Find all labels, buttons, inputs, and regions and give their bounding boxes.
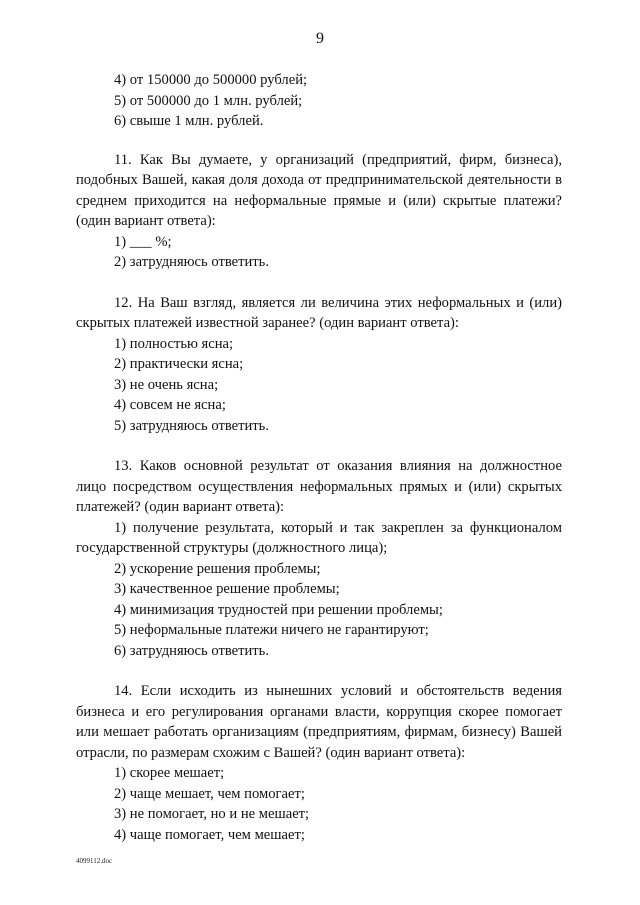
list-item: 3) качественное решение проблемы; (114, 581, 340, 597)
question-12: 12. На Ваш взгляд, является ли величина этих неформальных и (или) скрытых платежей известной заранее? (один вариант ответа): (76, 294, 562, 331)
list-item: 4) от 150000 до 500000 рублей; (114, 72, 308, 88)
list-item: 3) не очень ясна; (114, 376, 219, 393)
list-item: 2) практически ясна; (114, 356, 244, 372)
list-item: 3) не помогает, но и не мешает; (114, 806, 310, 822)
document-body (76, 70, 562, 845)
list-item: 2) чаще мешает, чем помогает; (114, 785, 305, 802)
list-item: 1) скорее мешает; (114, 765, 225, 781)
question-14: 14. Если исходить из нынешних условий и обстоятельств ведения бизнеса и его регулирования органами власти, коррупция скорее помогает или мешает работать организациям (предприятиям, фирмам, бизнесу) Вашей отрасли, по размерам схожим с Вашей? (один вариант ответа): (76, 683, 562, 761)
list-item: 5) неформальные платежи ничего не гарантируют; (114, 622, 429, 638)
list-item: 5) от 500000 до 1 млн. рублей; (114, 92, 303, 109)
list-item: 4) совсем не ясна; (114, 397, 226, 413)
list-item: 4) чаще помогает, чем мешает; (114, 826, 305, 843)
list-item: 6) свыше 1 млн. рублей. (114, 113, 264, 129)
list-item: 1) получение результата, который и так закреплен за функционалом государственной структуры (должностного лица); (76, 519, 562, 556)
footer-filename: 4099112.doc (76, 857, 113, 865)
question-11: 11. Как Вы думаете, у организаций (предприятий, фирм, бизнеса), подобных Вашей, какая доля дохода от предпринимательской деятельности в среднем приходится на неформальные прямые и (или) скрытые платежи? (один вариант ответа): (76, 151, 562, 229)
list-item: 6) затрудняюсь ответить. (114, 642, 269, 659)
list-item: 2) ускорение решения проблемы; (114, 560, 321, 577)
list-item: 4) минимизация трудностей при решении проблемы; (114, 601, 443, 618)
list-item: 1) полностью ясна; (114, 335, 234, 352)
list-item: 2) затрудняюсь ответить. (114, 254, 269, 270)
list-item: 1) ___ %; (114, 233, 172, 250)
page-number: 9 (316, 30, 324, 47)
question-13: 13. Каков основной результат от оказания влияния на должностное лицо посредством осуществления неформальных прямых и (или) скрытых платежей? (один вариант ответа): (76, 458, 562, 515)
list-item: 5) затрудняюсь ответить. (114, 417, 269, 434)
